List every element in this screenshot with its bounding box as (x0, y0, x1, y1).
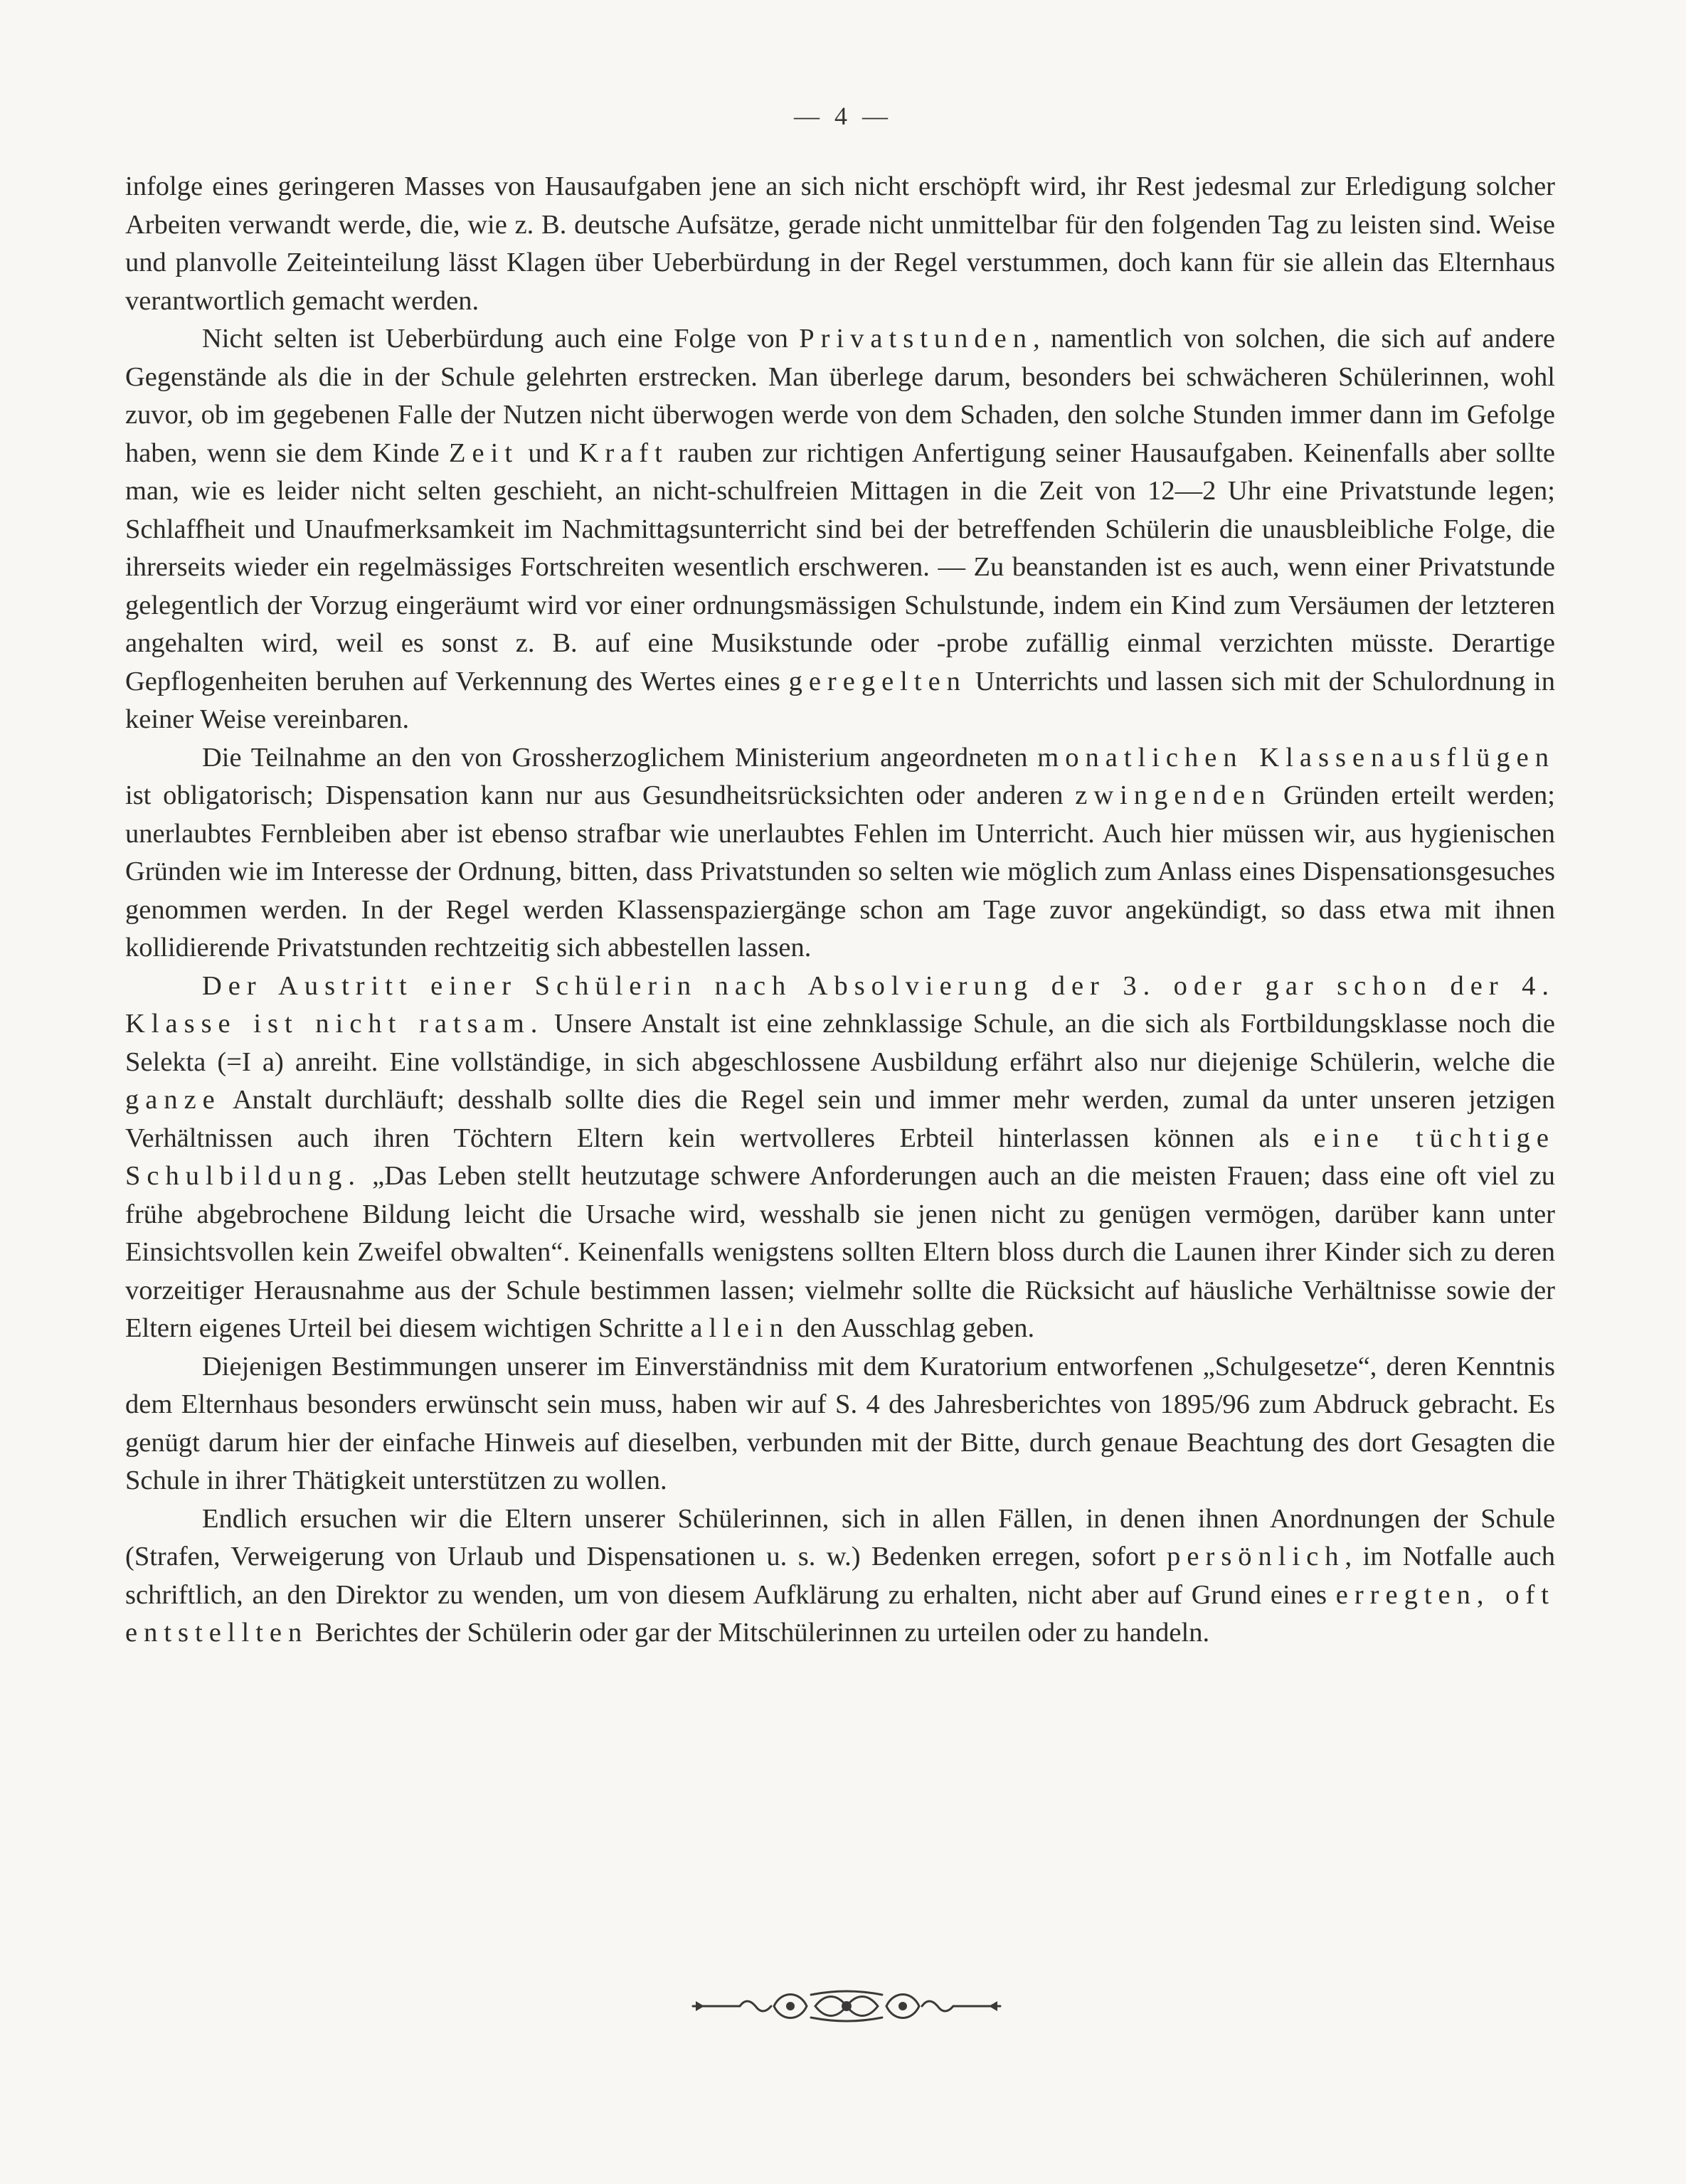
emphasis-text: allein (690, 1313, 790, 1343)
emphasis-text: zwingenden (1075, 780, 1272, 810)
paragraph-text: Die Teilnahme an den von Grossherzoglichem Ministerium angeordneten (202, 742, 1038, 773)
emphasis-text: persönlich (1167, 1542, 1345, 1571)
paragraph-text: Diejenigen Bestimmungen unserer im Einverständniss mit dem Kuratorium entworfenen „Schulgesetze“, deren Kenntnis dem Elternhaus besonders erwünscht sein muss, haben wir auf S. 4 des Jahresberichtes von 1895/96 zum Abdruck gebracht. Es genügt darum hier der einfache Hinweis auf dieselben, verbunden mit der Bitte, durch genaue Beachtung des dort Gesagten die Schule in ihrer Thätigkeit unterstützen zu wollen. (125, 1351, 1555, 1495)
paragraph-text: den Ausschlag geben. (789, 1313, 1035, 1343)
paragraph-1 (125, 168, 1555, 320)
paragraph-4 (125, 968, 1555, 1348)
emphasis-text: Kraft (578, 438, 669, 468)
emphasis-text: geregelten (788, 666, 967, 696)
paragraph-text: ist obligatorisch; Dispensation kann nur aus Gesundheitsrücksichten oder anderen (125, 780, 1076, 810)
paragraph-text: Endlich ersuchen wir die Eltern unserer Schülerinnen, sich in allen Fällen, in denen ihnen Anordnungen der Schule (Strafen, Verweigerung von Urlaub und Dispensationen u. s. w.) Bedenken erregen, sofort (125, 1503, 1555, 1571)
emphasis-text: monatlichen Klassenausflügen (1037, 742, 1555, 773)
emphasis-text: Privatstunden (799, 324, 1033, 354)
paragraph-6 (125, 1500, 1555, 1653)
paragraph-text: , im Notfalle auch schriftlich, an den Direktor zu wenden, um von diesem Aufklärung zu erhalten, nicht aber auf Grund eines (125, 1542, 1555, 1610)
emphasis-text: eine tüchtige Schulbildung. (125, 1123, 1556, 1191)
paragraph-3 (125, 739, 1555, 968)
paragraph-text: , namentlich von solchen, die sich auf andere Gegenstände als die in der Schule gelehrten erstrecken. Man überlege darum, besonders bei schwächeren Schülerinnen, wohl zuvor, ob im gegebenen Falle der Nutzen nicht überwogen werde von dem Schaden, den solche Stunden immer dann im Gefolge haben, wenn sie dem Kinde (125, 324, 1555, 468)
paragraph-2 (125, 320, 1555, 739)
paragraph-text: Unterrichts und lassen sich mit der Schulordnung in keiner Weise vereinbaren. (125, 666, 1555, 734)
body-text (125, 168, 1555, 1653)
paragraph-text: Unsere Anstalt ist eine zehnklassige Schule, an die sich als Fortbildungsklasse noch die Selekta (=I a) anreiht. Eine vollständige, in sich abgeschlossene Ausbildung erfährt also nur diejenige Schülerin, welche die (125, 1009, 1555, 1077)
paragraph-text: infolge eines geringeren Masses von Hausaufgaben jene an sich nicht erschöpft wird, ihr Rest jedesmal zur Erledigung solcher Arbeiten verwandt werde, die, wie z. B. deutsche Aufsätze, gerade nicht unmittelbar für den folgenden Tag zu leisten sind. Weise und planvolle Zeiteinteilung lässt Klagen über Ueberbürdung in der Regel verstummen, doch kann für sie allein das Elternhaus verantwortlich gemacht werden. (125, 171, 1555, 316)
paragraph-text: rauben zur richtigen Anfertigung seiner Hausaufgaben. Keinenfalls aber sollte man, wie es leider nicht selten geschieht, an nicht-schulfreien Mittagen in die Zeit von 12—2 Uhr eine Privatstunde legen; Schlaffheit und Unaufmerksamkeit im Nachmittagsunterricht sind bei der betreffenden Schülerin die unausbleibliche Folge, die ihrerseits wieder ein regelmässiges Fortschreiten wesentlich erschweren. — Zu beanstanden ist es auch, wenn einer Privatstunde gelegentlich der Vorzug eingeräumt wird vor einer ordnungsmässigen Schulstunde, indem ein Kind zum Versäumen der letzteren angehalten wird, weil es sonst z. B. auf eine Musikstunde oder -probe zufällig einmal verzichten müsste. Derartige Gepflogenheiten beruhen auf Verkennung des Wertes eines (125, 438, 1555, 696)
paragraph-text: Gründen erteilt werden; unerlaubtes Fernbleiben aber ist ebenso strafbar wie unerlaubtes Fehlen im Unterricht. Auch hier müssen wir, aus hygienischen Gründen wie im Interesse der Ordnung, bitten, dass Privatstunden so selten wie möglich zum Anlass eines Dispensationsgesuches genommen werden. In der Regel werden Klassenspaziergänge schon am Tage zuvor angekündigt, so dass etwa mit ihnen kollidierende Privatstunden rechtzeitig sich abbestellen lassen. (125, 780, 1555, 963)
emphasis-text: ganze (125, 1085, 221, 1115)
paragraph-text: und (519, 438, 579, 468)
paragraph-text: „Das Leben stellt heutzutage schwere Anforderungen auch an die meisten Frauen; dass eine oft viel zu frühe abgebrochene Bildung leicht die Ursache wird, wesshalb sie jenen nicht zu genügen vermögen, darüber kann unter Einsichtsvollen kein Zweifel obwalten“. Keinenfalls wenigstens sollten Eltern bloss durch die Launen ihrer Kinder sich zu deren vorzeitiger Herausnahme aus der Schule bestimmen lassen; vielmehr sollte die Rücksicht auf häusliche Verhältnisse sowie der Eltern eigenes Urteil bei diesem wichtigen Schritte (125, 1161, 1555, 1343)
paragraph-text: Nicht selten ist Ueberbürdung auch eine Folge von (202, 324, 800, 354)
emphasis-text: erregten, oft entstellten (125, 1579, 1555, 1648)
page-number: — 4 — (794, 102, 892, 130)
paragraph-text: Berichtes der Schülerin oder gar der Mitschülerinnen zu urteilen oder zu handeln. (308, 1618, 1210, 1648)
paragraph-5 (125, 1348, 1555, 1500)
emphasis-text: Zeit (449, 438, 519, 468)
decorative-vignette-icon (690, 1985, 1003, 2027)
emphasis-text: Der Austritt einer Schülerin nach Absolvierung der 3. oder gar schon der 4. Klasse ist nicht ratsam. (125, 970, 1555, 1039)
paragraph-text: Anstalt durchläuft; desshalb sollte dies die Regel sein und immer mehr werden, zumal da unter unseren jetzigen Verhältnissen auch ihren Töchtern Eltern kein wertvolleres Erbteil hinterlassen können als (125, 1085, 1555, 1153)
